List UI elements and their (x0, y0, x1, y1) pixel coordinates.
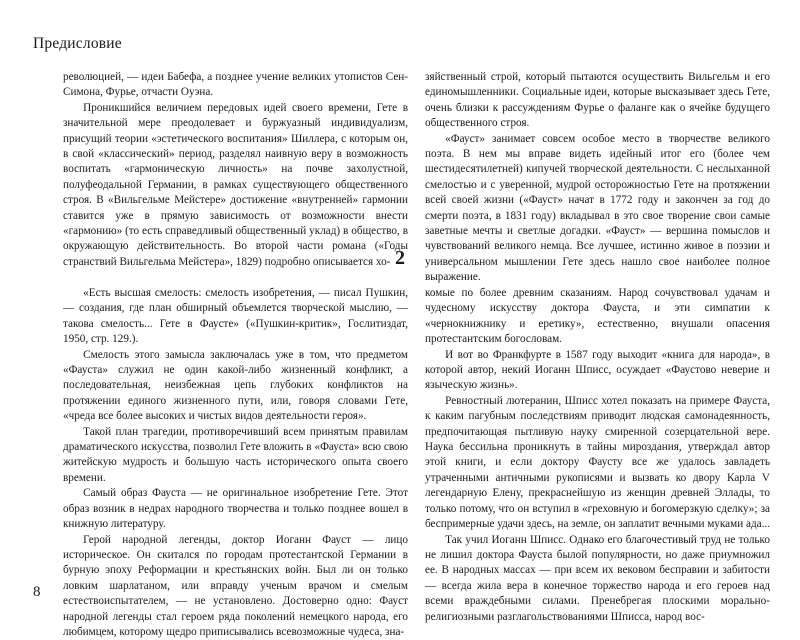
paragraph: зяйственный строй, который пытаются осуществить Вильгельм и его единомышленники. Социальные идеи, которые высказывает здесь Гете, очень близки к рассуждениям Фурье о фаланге как о ячейке будущего общественного строя. (425, 71, 770, 130)
chapter-number: 2 (395, 247, 405, 269)
paragraph: Смелость этого замысла заключалась уже в том, что предметом «Фауста» служил не один какой-либо жизненный конфликт, а последовательная, неизбежная цепь глубоких конфликтов на протяжении единого жизненного пути, или, говоря словами Гете, «чреда все более высоких и чистых видов деятельности героя». (63, 348, 408, 423)
paragraph: Такой план трагедии, противоречивший всем принятым правилам драматического искусства, позволил Гете вложить в «Фауста» всю свою житейскую мудрость и большую часть исторического опыта своего времени. (63, 425, 408, 484)
paragraph: Герой народной легенды, доктор Иоганн Фауст — лицо историческое. Он скитался по городам протестантской Германии в бурную эпоху Реформации и крестьянских войн. Был ли он только ловким шарлатаном, или вправду ученым врачом и смелым естествоиспытателем, — не установлено. Достоверно одно: Фауст народной легенды стал героем ряда поколений немецкого народа, его любимцем, которому щедро приписывались всевозможные чудеса, зна- (63, 533, 408, 638)
paragraph: «Есть высшая смелость: смелость изобретения, — писал Пушкин, — создания, где план обширный объемлется творческой мыслию, — такова смелость... Гете в Фаусте» («Пушкин-критик», Гослитиздат, 1950, стр. 129.). (63, 287, 408, 346)
text-column-top-left (63, 70, 408, 270)
running-head: Предисловие (33, 35, 122, 52)
text-column-bottom-left (63, 286, 408, 640)
paragraph: комые по более древним сказаниям. Народ сочувствовал удачам и чудесному искусству доктора Фауста, и эти симпатии к «чернокнижнику и еретику», естественно, внушали опасения протестантским богословам. (425, 287, 770, 346)
paragraph: Ревностный лютеранин, Шписс хотел показать на примере Фауста, к каким пагубным последствиям приводит людская самонадеянность, предпочитающая пытливую науку смиренной созерцательной вере. Наука бессильна проникнуть в тайны мироздания, утверждал автор этой книги, и если доктору Фаусту все же удалось завладеть утраченными античными рукописями и вызвать ко двору Карла V легендарную Елену, прекраснейшую из женщин древней Эллады, то только потому, что он вступил в «греховную и богомерзкую сделку»; за беспримерные удачи здесь, на земле, он заплатит вечными муками ада... (425, 394, 771, 531)
paragraph: революцией, — идеи Бабефа, а позднее учение великих утопистов Сен-Симона, Фурье, отчасти Оуэна. (63, 71, 408, 99)
paragraph: «Фауст» занимает совсем особое место в творчестве великого поэта. В нем мы вправе видеть идейный итог его (более чем шестидесятилетней) кипучей творческой деятельности. С неслыханной смелостью и с уверенной, мудрой осторожностью Гете на протяжении всей своей жизни («Фауст» начат в 1772 году и закончен за год до смерти поэта, в 1831 году) вкладывал в это свое творение свои самые заветные мечты и светлые догадки. «Фауст» — вершина помыслов и чувствований великого немца. Все лучшее, истинно живое в поэзии и универсальном мышлении Гете здесь нашло свое наиболее полное выражение. (425, 132, 770, 284)
paragraph: И вот во Франкфурте в 1587 году выходит «книга для народа», в которой автор, некий Иоганн Шписс, осуждает «Фаустово неверие и языческую жизнь». (425, 348, 770, 392)
paragraph: Проникшийся величием передовых идей своего времени, Гете в значительной мере преодолевает и буржуазный индивидуализм, присущий теории «эстетического воспитания» Шиллера, с которым он, в свой «классический» период, разделял наивную веру в возможность воспитать «гармоническую личность» на почве захолустной, полуфеодальной Германии, в рамках существующего общественного строя. В «Вильгельме Мейстере» достижение «внутренней» гармонии ставится уже в прямую зависимость от возможности внести «гармонию» (то есть справедливый общественный уклад) в общество, в окружающую действительность. Во второй части романа («Годы странствий Вильгельма Мейстера», 1829) подробно описывается хо- (63, 101, 408, 268)
text-column-bottom-right (425, 286, 770, 625)
page-number: 8 (33, 584, 41, 600)
paragraph: Самый образ Фауста — не оригинальное изобретение Гете. Этот образ возник в недрах народного творчества и только позднее вошел в книжную литературу. (63, 487, 408, 531)
paragraph: Так учил Иоганн Шписс. Однако его благочестивый труд не только не лишил доктора Фауста былой популярности, но даже приумножил ее. В народных массах — при всем их вековом бесправии и забитости — всегда жила вера в конечное торжество народа и его героев над всеми враждебными силами. Пренебрегая плоскими морально-религиозными разглагольствованиями Шписса, народ вос- (425, 533, 770, 623)
